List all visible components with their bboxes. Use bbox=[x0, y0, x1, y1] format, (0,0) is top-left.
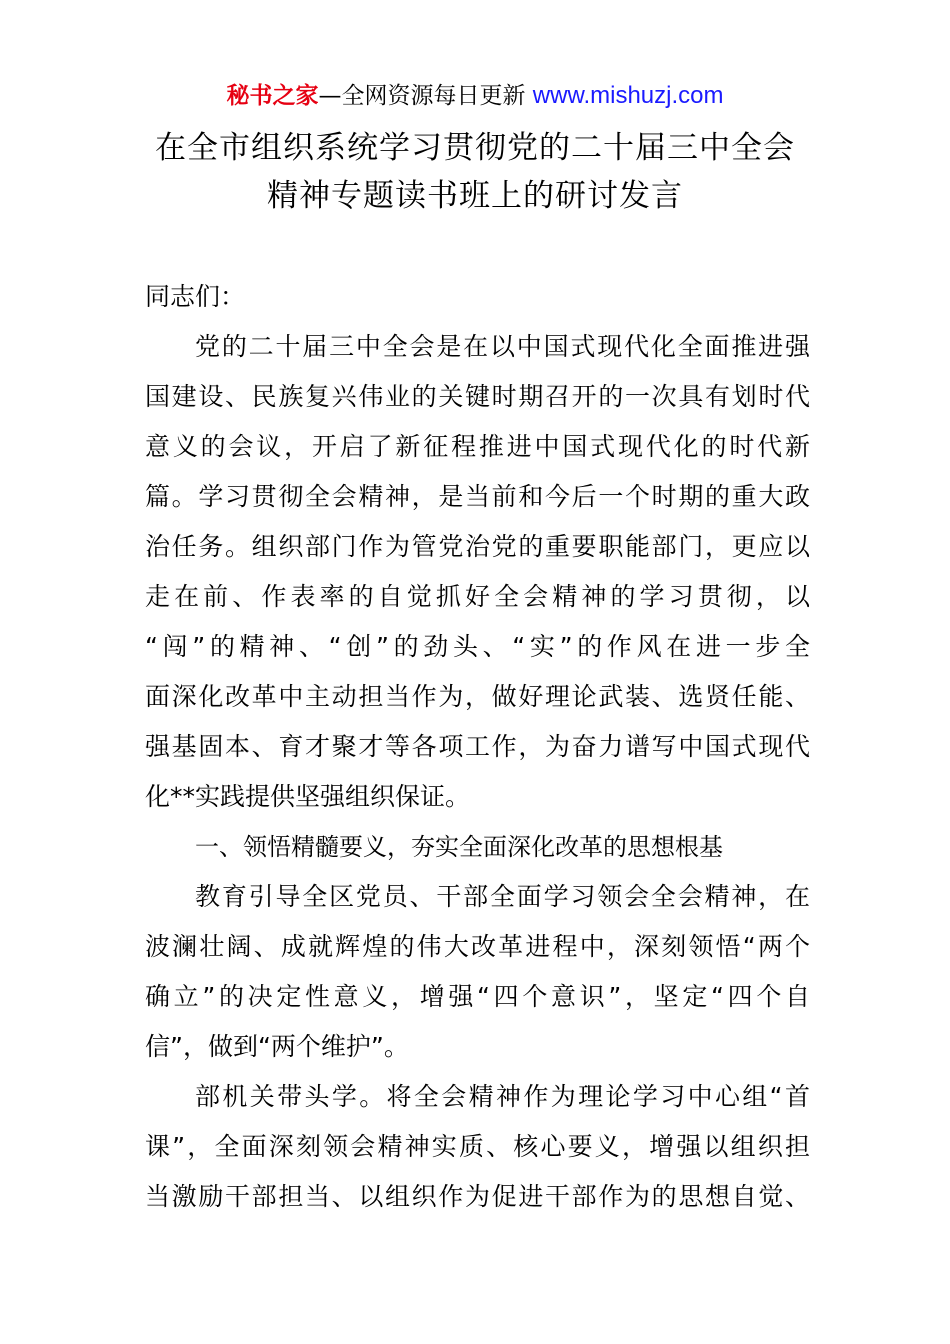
paragraph-line: 化**实践提供坚强组织保证。 bbox=[145, 782, 471, 811]
paragraph-line: 课”，全面深刻领会精神实质、核心要义，增强以组织担 bbox=[145, 1132, 810, 1161]
paragraph-line: 意义的会议，开启了新征程推进中国式现代化的时代新 bbox=[145, 432, 810, 461]
paragraph-line: 面深化改革中主动担当作为，做好理论武装、选贤任能、 bbox=[145, 682, 810, 711]
brand-name: 秘书之家 bbox=[226, 83, 319, 109]
header-tagline: —全网资源每日更新 bbox=[318, 83, 533, 109]
site-url-link[interactable]: www.mishuzj.com bbox=[532, 82, 724, 109]
paragraph-line: 教育引导全区党员、干部全面学习领会全会精神，在 bbox=[195, 882, 810, 911]
paragraph-line: 强基固本、育才聚才等各项工作，为奋力谱写中国式现代 bbox=[145, 732, 810, 761]
section-heading: 一、领悟精髓要义，夯实全面深化改革的思想根基 bbox=[195, 833, 723, 861]
document-title-line-1: 在全市组织系统学习贯彻党的二十届三中全会 bbox=[155, 130, 795, 166]
paragraph-line: 篇。学习贯彻全会精神，是当前和今后一个时期的重大政 bbox=[145, 482, 810, 511]
paragraph-line: 党的二十届三中全会是在以中国式现代化全面推进强 bbox=[195, 332, 810, 361]
site-header bbox=[0, 80, 950, 112]
paragraph-line: 治任务。组织部门作为管党治党的重要职能部门，更应以 bbox=[145, 532, 810, 561]
paragraph-line: 波澜壮阔、成就辉煌的伟大改革进程中，深刻领悟“两个 bbox=[145, 932, 810, 961]
paragraph-line: 走在前、作表率的自觉抓好全会精神的学习贯彻，以 bbox=[145, 582, 810, 611]
paragraph-line: 部机关带头学。将全会精神作为理论学习中心组“首 bbox=[195, 1082, 810, 1111]
salutation: 同志们： bbox=[145, 282, 246, 311]
paragraph-line: “闯”的精神、“创”的劲头、“实”的作风在进一步全 bbox=[145, 632, 810, 661]
paragraph-line: 信”，做到“两个维护”。 bbox=[145, 1032, 409, 1061]
paragraph-line: 当激励干部担当、以组织作为促进干部作为的思想自觉、 bbox=[145, 1182, 810, 1211]
document-title-line-2: 精神专题读书班上的研讨发言 bbox=[267, 178, 683, 214]
paragraph-line: 确立”的决定性意义，增强“四个意识”，坚定“四个自 bbox=[145, 982, 810, 1011]
paragraph-line: 国建设、民族复兴伟业的关键时期召开的一次具有划时代 bbox=[145, 382, 810, 411]
document-body bbox=[145, 279, 810, 1229]
